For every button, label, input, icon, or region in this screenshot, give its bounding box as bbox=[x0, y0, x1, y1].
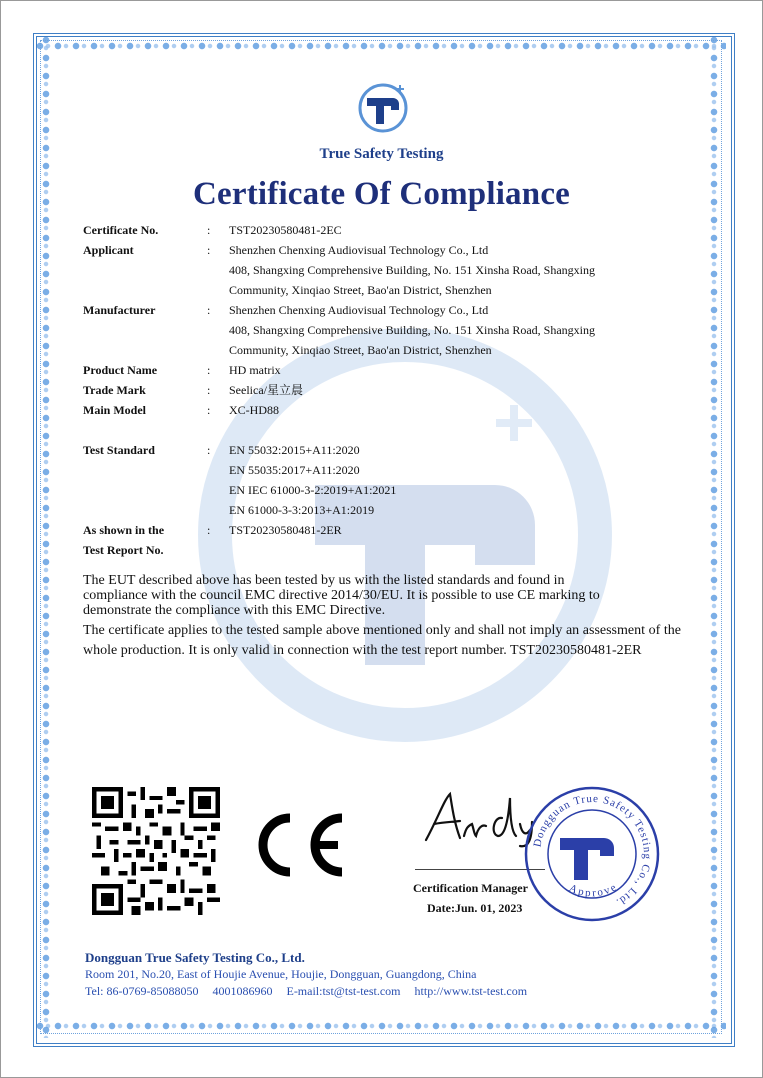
footer-company: Dongguan True Safety Testing Co., Ltd. bbox=[85, 950, 305, 965]
field-label: Main Model bbox=[83, 403, 146, 417]
certificate-date: Date:Jun. 01, 2023 bbox=[427, 901, 523, 915]
manufacturer-line: Community, Xinqiao Street, Bao'an District, Shenzhen bbox=[229, 343, 492, 357]
company-name-header: True Safety Testing bbox=[319, 146, 444, 162]
field-label: Product Name bbox=[83, 363, 158, 377]
field-label: Test Standard bbox=[83, 443, 155, 457]
field-colon: : bbox=[207, 383, 211, 397]
field-value bbox=[229, 240, 669, 300]
stamp-approve-text: Approve bbox=[567, 880, 620, 900]
field-colon: : bbox=[207, 523, 211, 537]
footer-tel: Tel: 86-0769-85088050 bbox=[85, 984, 199, 998]
report-label-line: Test Report No. bbox=[83, 543, 164, 557]
approval-stamp bbox=[522, 784, 662, 924]
applicant-line: Shenzhen Chenxing Audiovisual Technology Co., Ltd bbox=[229, 243, 489, 257]
manufacturer-line: 408, Shangxing Comprehensive Building, No. 151 Xinsha Road, Shangxing bbox=[229, 323, 595, 337]
field-label: Trade Mark bbox=[83, 383, 146, 397]
tst-logo-icon bbox=[355, 78, 411, 134]
footer bbox=[85, 949, 527, 1000]
field-colon: : bbox=[207, 303, 211, 317]
statement-line: compliance with the council EMC directive 2014/30/EU. It is possible to use CE marking to bbox=[83, 588, 600, 603]
footer-website[interactable]: http://www.tst-test.com bbox=[414, 984, 528, 998]
field-value bbox=[229, 300, 669, 360]
field-value: XC-HD88 bbox=[229, 403, 279, 417]
standard-line: EN 61000-3-3:2013+A1:2019 bbox=[229, 503, 375, 517]
standard-line: EN 55035:2017+A11:2020 bbox=[229, 463, 360, 477]
field-colon: : bbox=[207, 243, 211, 257]
ce-mark-icon bbox=[250, 810, 350, 880]
field-value: Seelica/星立晨 bbox=[229, 383, 303, 397]
statement-line: demonstrate the compliance with this EMC Directive. bbox=[83, 603, 386, 618]
field-colon: : bbox=[207, 223, 211, 237]
field-value: HD matrix bbox=[229, 363, 281, 377]
footer-address: Room 201, No.20, East of Houjie Avenue, Houjie, Dongguan, Guangdong, China bbox=[85, 967, 477, 981]
field-value: TST20230580481-2EC bbox=[229, 223, 342, 237]
manufacturer-line: Shenzhen Chenxing Audiovisual Technology Co., Ltd bbox=[229, 303, 489, 317]
applicant-line: Community, Xinqiao Street, Bao'an District, Shenzhen bbox=[229, 283, 492, 297]
footer-email[interactable]: E-mail:tst@tst-test.com bbox=[286, 984, 401, 998]
report-label-line: As shown in the bbox=[83, 523, 165, 537]
field-colon: : bbox=[207, 403, 211, 417]
field-colon: : bbox=[207, 363, 211, 377]
footer-hotline: 4001086960 bbox=[212, 984, 273, 998]
svg-text:Approve bbox=[567, 881, 620, 900]
statement-line: The EUT described above has been tested by us with the listed standards and found in bbox=[83, 573, 565, 588]
validity-statement: The certificate applies to the tested sample above mentioned only and shall not imply an assessment of the whole production. It is only valid in connection with the test report number. TST20230580481-2ER bbox=[83, 623, 681, 658]
qr-code bbox=[92, 787, 220, 915]
standard-line: EN IEC 61000-3-2:2019+A1:2021 bbox=[229, 483, 397, 497]
applicant-line: 408, Shangxing Comprehensive Building, No. 151 Xinsha Road, Shangxing bbox=[229, 263, 595, 277]
field-colon: : bbox=[207, 443, 211, 457]
field-label: Manufacturer bbox=[83, 303, 156, 317]
certificate-title: Certificate Of Compliance bbox=[192, 176, 571, 212]
signatory-title: Certification Manager bbox=[413, 881, 528, 895]
field-label: Applicant bbox=[83, 243, 134, 257]
standard-line: EN 55032:2015+A11:2020 bbox=[229, 443, 360, 457]
field-value: TST20230580481-2ER bbox=[229, 523, 342, 537]
field-label bbox=[83, 520, 164, 560]
compliance-statement bbox=[83, 573, 681, 618]
field-label: Certificate No. bbox=[83, 223, 159, 237]
footer-contacts bbox=[85, 983, 527, 1000]
field-value bbox=[229, 440, 669, 520]
stamp-ring-text: Dongguan True Safety Testing Co., Ltd. bbox=[531, 792, 654, 909]
